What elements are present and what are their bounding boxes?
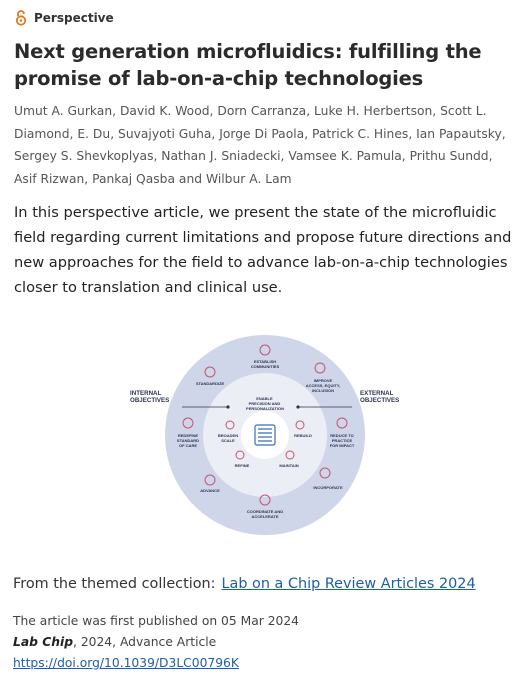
journal-details: , 2024, Advance Article	[73, 635, 217, 649]
outer-label-establish: ESTABLISH COMMUNITIES	[250, 359, 280, 369]
inner-label-rebuild: REBUILD	[294, 433, 312, 438]
center-label-line1: ENABLE	[256, 396, 273, 401]
journal-citation	[13, 635, 216, 649]
outer-label-redefine: REDEFINE STANDARD OF CARE	[176, 433, 200, 448]
article-type-badge	[14, 10, 114, 26]
inner-label-maintain: MAINTAIN	[279, 463, 299, 468]
themed-collection	[13, 576, 476, 592]
article-type-label: Perspective	[34, 11, 114, 25]
author-list: Umut A. Gurkan, David K. Wood, Dorn Carranza, Luke H. Herbertson, Scott L. Diamond, E. Du, Suvajyoti Guha, Jorge Di Paola, Patrick C. Hines, Ian Papautsky, Sergey S. Shevkoplyas, Nathan J. Sniadecki, Vamsee K. Pamula, Prithu Sundd, Asif Rizwan, Pankaj Qasba and Wilbur A. Lam	[14, 104, 506, 186]
graphical-abstract-figure	[120, 330, 410, 570]
outer-label-reduce: REDUCE TO PRACTICE FOR IMPACT	[329, 433, 355, 448]
collection-prefix: From the themed collection:	[13, 576, 216, 592]
journal-name: Lab Chip	[13, 635, 74, 649]
abstract: In this perspective article, we present the state of the microfluidic field regarding current limitations and propose future directions and new approaches for the field to advance lab-on-a-chip technologies closer to translation and clinical use.	[14, 204, 512, 296]
figure-center-disc	[241, 411, 289, 459]
internal-objectives-label	[130, 390, 169, 404]
outer-label-improve: IMPROVE ACCESS, EQUITY, INCLUSION	[305, 378, 341, 393]
outer-label-incorporate: INCORPORATE	[313, 485, 343, 490]
publication-date: The article was first published on 05 Mar 2024	[13, 614, 300, 628]
open-access-lock-icon	[14, 10, 28, 26]
outer-label-standardize: STANDARDIZE	[195, 381, 225, 386]
internal-objectives-line2: OBJECTIVES	[130, 397, 170, 404]
outer-label-advance: ADVANCE	[200, 488, 220, 493]
internal-objectives-line1: INTERNAL	[130, 390, 162, 397]
center-label-line2: PRECISION AND	[248, 401, 281, 406]
doi-link[interactable]: https://doi.org/10.1039/D3LC00796K	[13, 656, 239, 670]
outer-label-coordinate: COORDINATE AND ACCELERATE	[246, 509, 284, 519]
collection-link[interactable]: Lab on a Chip Review Articles 2024	[221, 576, 476, 592]
inner-label-refine: REFINE	[234, 463, 250, 468]
article-title: Next generation microfluidics: fulfilling the promise of lab-on-a-chip technologies	[14, 40, 482, 90]
inner-label-broaden: BROADEN SCALE	[217, 433, 239, 443]
center-label-line3: PERSONALIZATION	[246, 406, 284, 411]
external-objectives-label	[360, 390, 399, 404]
external-objectives-line2: OBJECTIVES	[360, 397, 400, 404]
external-objectives-line1: EXTERNAL	[360, 390, 394, 397]
